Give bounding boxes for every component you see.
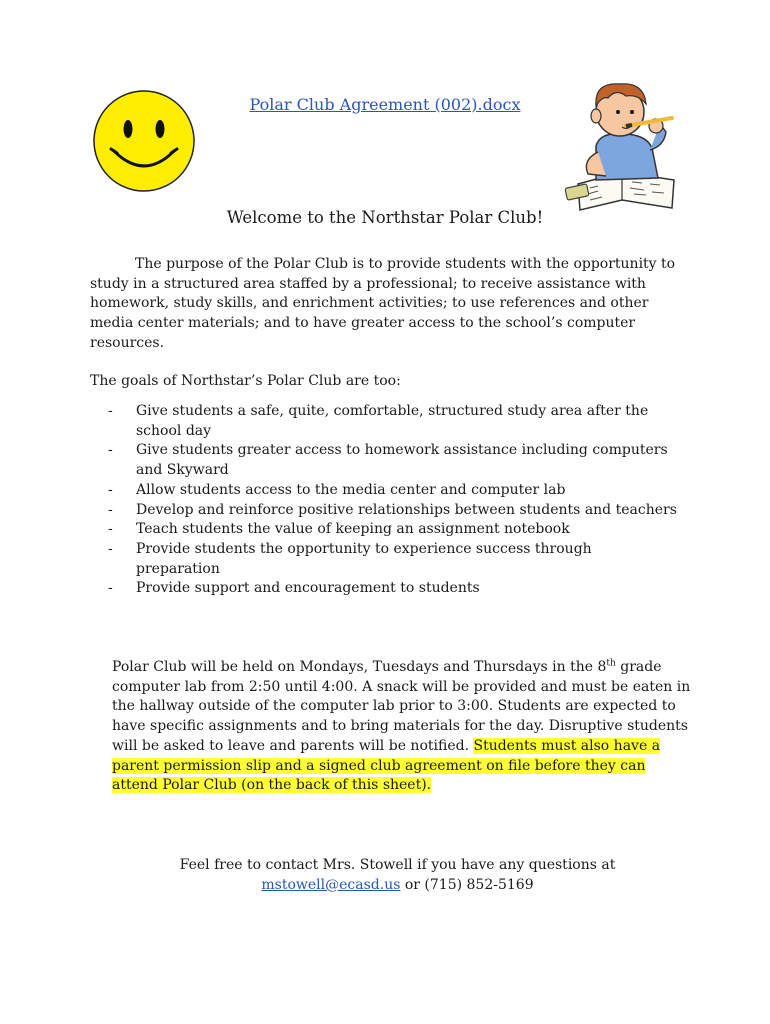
purpose-paragraph <box>90 255 690 354</box>
list-item: - Give students greater access to homework assistance including computers and Skyward <box>108 441 678 480</box>
schedule-text-start: Polar Club will be held on Mondays, Tuesdays and Thursdays in the 8 <box>112 659 607 675</box>
list-item: - Provide students the opportunity to experience success through preparation <box>108 540 678 579</box>
welcome-heading: Welcome to the Northstar Polar Club! <box>226 208 544 227</box>
purpose-text: The purpose of the Polar Club is to provide students with the opportunity to study in a structured area staffed by a professional; to receive assistance with homework, study skills, and enrichment activities; to use references and other media center materials; and to have greater access to the school’s computer resources. <box>90 256 676 351</box>
goals-heading: The goals of Northstar’s Polar Club are too: <box>90 373 401 389</box>
list-item: - Teach students the value of keeping an assignment notebook <box>108 520 678 540</box>
list-item: - Provide support and encouragement to students <box>108 579 678 599</box>
list-item: - Develop and reinforce positive relationships between students and teachers <box>108 501 678 521</box>
schedule-paragraph <box>112 658 692 796</box>
list-item: - Allow students access to the media center and computer lab <box>108 481 678 501</box>
document-title-link[interactable]: Polar Club Agreement (002).docx <box>249 95 521 114</box>
list-item: - Give students a safe, quite, comfortable, structured study area after the school day <box>108 402 678 441</box>
phone-text: or (715) 852-5169 <box>400 876 534 893</box>
contact-details <box>0 876 770 896</box>
goals-list <box>108 402 678 599</box>
email-link[interactable]: mstowell@ecasd.us <box>261 876 401 893</box>
schedule-text-rest: grade computer lab from 2:50 until 4:00. A snack will be provided and must be eaten in the hallway outside of the computer lab prior to 3:00. Students are expected to have specific assignments and to bring materials for the day. Disruptive students will be asked to leave and parents will be notified. <box>112 659 691 754</box>
highlighted-requirement: Students must also have a parent permission slip and a signed club agreement on file before they can attend Polar Club (on the back of this sheet). <box>112 737 661 794</box>
contact-block <box>0 856 770 895</box>
ordinal-suffix: th <box>606 658 616 669</box>
contact-line: Feel free to contact Mrs. Stowell if you have any questions at <box>179 857 616 873</box>
